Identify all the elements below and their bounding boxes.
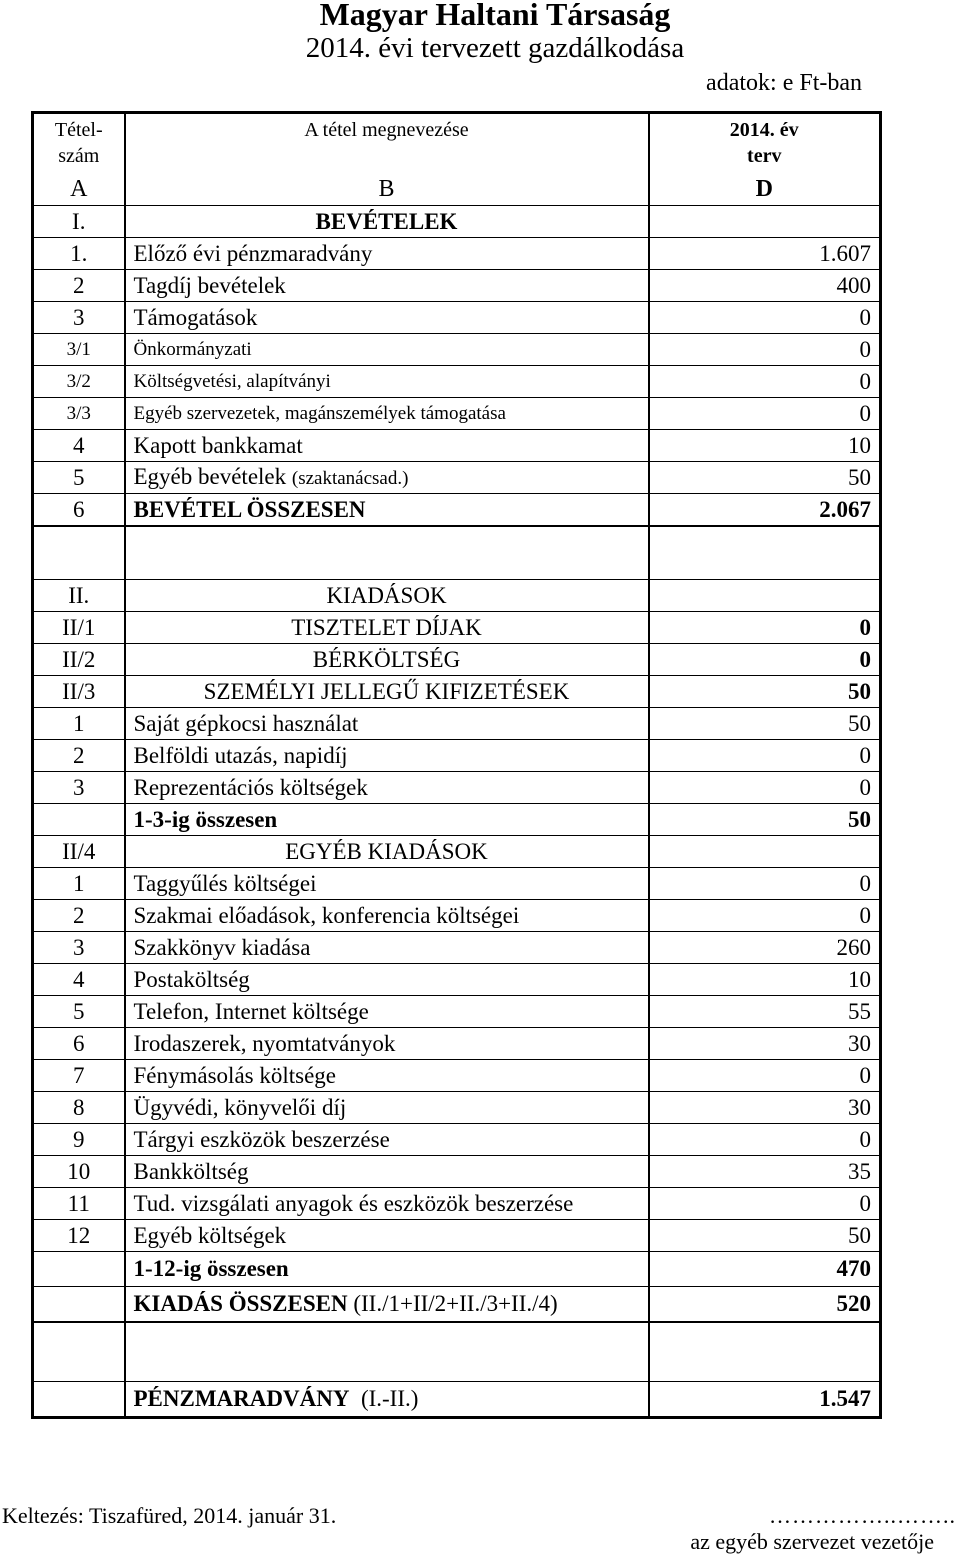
row-code: 12 (33, 1220, 125, 1252)
row-value: 30 (649, 1028, 881, 1060)
table-row (33, 708, 881, 740)
row-value: 0 (649, 334, 881, 366)
expense-heading-value (649, 580, 881, 612)
row-name: Telefon, Internet költsége (125, 996, 649, 1028)
row-code: 3 (33, 772, 125, 804)
col-header-item-number-line1: Tétel- (54, 119, 103, 141)
expense-heading-row (33, 580, 881, 612)
row-name: Tud. vizsgálati anyagok és eszközök beszerzése (125, 1188, 649, 1220)
row-code: 5 (33, 462, 125, 494)
expense-group-row (33, 644, 881, 676)
other-subtotal-row (33, 1252, 881, 1287)
balance-row (33, 1382, 881, 1418)
row-code: 4 (33, 430, 125, 462)
row-code (33, 1287, 125, 1323)
col-letter-a: A (33, 173, 125, 206)
expense-section-code: II. (33, 580, 125, 612)
row-code (33, 804, 125, 836)
row-code: 6 (33, 494, 125, 527)
signature-label: az egyéb szervezet vezetője (690, 1529, 934, 1554)
row-name: Egyéb költségek (125, 1220, 649, 1252)
row-name-text: Egyéb szervezetek, magánszemélyek támogatása (133, 402, 506, 424)
row-value: 0 (649, 772, 881, 804)
row-value: 1.547 (649, 1382, 881, 1418)
row-name: Szakkönyv kiadása (125, 932, 649, 964)
row-name: Szakmai előadások, konferencia költségei (125, 900, 649, 932)
row-code: 5 (33, 996, 125, 1028)
col-letter-d: D (649, 173, 881, 206)
spacer-cell (649, 526, 881, 580)
income-heading-row (33, 206, 881, 238)
spacer-cell (33, 1322, 125, 1382)
table-row (33, 900, 881, 932)
row-name: Irodaszerek, nyomtatványok (125, 1028, 649, 1060)
table-row (33, 1060, 881, 1092)
row-value: 1.607 (649, 238, 881, 270)
table-row (33, 932, 881, 964)
place-date: Keltezés: Tiszafüred, 2014. január 31. (2, 1503, 337, 1528)
income-total-row (33, 494, 881, 527)
row-name (125, 366, 649, 398)
row-name (125, 270, 649, 302)
row-value: 400 (649, 270, 881, 302)
row-code: 3/2 (33, 366, 125, 398)
row-name-text: Tagdíj bevételek (133, 272, 286, 298)
row-value: 0 (649, 1188, 881, 1220)
col-header-plan-line2: terv (747, 145, 782, 167)
group-value: 0 (649, 612, 881, 644)
unit-note: adatok: e Ft-ban (706, 70, 862, 96)
expense-total-row (33, 1287, 881, 1323)
row-name (125, 1382, 649, 1418)
row-name-text: Önkormányzati (133, 338, 252, 360)
income-section-code: I. (33, 206, 125, 238)
table-row (33, 302, 881, 334)
row-name (125, 462, 649, 494)
row-name: Tárgyi eszközök beszerzése (125, 1124, 649, 1156)
row-code: 3/3 (33, 398, 125, 430)
expense-total-label: KIADÁS ÖSSZESEN (133, 1291, 348, 1316)
group-value (649, 836, 881, 868)
income-heading-value (649, 206, 881, 238)
table-row (33, 868, 881, 900)
col-header-item-number-line2: szám (58, 145, 100, 167)
table-header-row (33, 113, 881, 174)
row-name (125, 334, 649, 366)
row-name (125, 302, 649, 334)
table-row (33, 964, 881, 996)
expense-group-row (33, 676, 881, 708)
row-value: 2.067 (649, 494, 881, 527)
row-value: 0 (649, 398, 881, 430)
row-value: 50 (649, 1220, 881, 1252)
document-title: Magyar Haltani Társaság (319, 0, 671, 32)
group-name: BÉRKÖLTSÉG (125, 644, 649, 676)
row-value: 50 (649, 708, 881, 740)
table-row (33, 740, 881, 772)
row-name: 1-12-ig összesen (125, 1252, 649, 1287)
income-section-heading: BEVÉTELEK (125, 206, 649, 238)
row-name-suffix: (szaktanácsad.) (291, 467, 409, 489)
col-header-item-number (33, 113, 125, 174)
group-code: II/3 (33, 676, 125, 708)
group-code: II/2 (33, 644, 125, 676)
row-name-text: Egyéb bevételek (133, 463, 287, 489)
personal-subtotal-row (33, 804, 881, 836)
row-value: 0 (649, 900, 881, 932)
row-value: 0 (649, 1060, 881, 1092)
table-row (33, 1028, 881, 1060)
row-name: Reprezentációs költségek (125, 772, 649, 804)
group-code: II/1 (33, 612, 125, 644)
row-value: 520 (649, 1287, 881, 1323)
col-letter-b: B (125, 173, 649, 206)
row-value: 35 (649, 1156, 881, 1188)
table-row (33, 1156, 881, 1188)
spacer-row (33, 526, 881, 580)
spacer-cell (33, 526, 125, 580)
row-value: 0 (649, 740, 881, 772)
row-name-text: Kapott bankkamat (133, 432, 303, 458)
row-value: 470 (649, 1252, 881, 1287)
row-name: Postaköltség (125, 964, 649, 996)
budget-table (31, 111, 882, 1419)
row-name-text: BEVÉTEL ÖSSZESEN (133, 496, 366, 522)
row-code: 2 (33, 270, 125, 302)
row-code (33, 1382, 125, 1418)
group-value: 0 (649, 644, 881, 676)
balance-label: PÉNZMARADVÁNY (133, 1386, 350, 1411)
row-code: 10 (33, 1156, 125, 1188)
row-value: 260 (649, 932, 881, 964)
row-code: 4 (33, 964, 125, 996)
table-row (33, 1188, 881, 1220)
row-name: Taggyűlés költségei (125, 868, 649, 900)
table-row (33, 238, 881, 270)
row-code: 3 (33, 932, 125, 964)
column-letters-row (33, 173, 881, 206)
row-code: 2 (33, 900, 125, 932)
row-name: Saját gépkocsi használat (125, 708, 649, 740)
table-row (33, 1092, 881, 1124)
row-code: 1. (33, 238, 125, 270)
other-group-row (33, 836, 881, 868)
row-name (125, 494, 649, 527)
budget-table-body (33, 113, 881, 1418)
table-row (33, 366, 881, 398)
row-name-text: Költségvetési, alapítványi (133, 370, 331, 392)
table-row (33, 430, 881, 462)
row-name-text: Támogatások (133, 304, 258, 330)
table-row (33, 462, 881, 494)
table-row (33, 270, 881, 302)
row-code (33, 1252, 125, 1287)
row-code: 3/1 (33, 334, 125, 366)
table-row (33, 398, 881, 430)
col-header-plan-line1: 2014. év (729, 119, 799, 141)
table-row (33, 334, 881, 366)
spacer-cell (125, 526, 649, 580)
col-header-plan (649, 113, 881, 174)
row-name (125, 430, 649, 462)
signature-line: ……………..…….. (769, 1503, 956, 1528)
row-value: 0 (649, 366, 881, 398)
table-row (33, 772, 881, 804)
row-name (125, 238, 649, 270)
row-name: Fénymásolás költsége (125, 1060, 649, 1092)
table-row (33, 1220, 881, 1252)
row-value: 50 (649, 462, 881, 494)
row-name (125, 1287, 649, 1323)
expense-group-row (33, 612, 881, 644)
row-value: 10 (649, 430, 881, 462)
row-code: 3 (33, 302, 125, 334)
row-code: 2 (33, 740, 125, 772)
balance-formula: (I.-II.) (360, 1386, 419, 1411)
group-name: TISZTELET DÍJAK (125, 612, 649, 644)
row-name: Ügyvédi, könyvelői díj (125, 1092, 649, 1124)
spacer-cell (125, 1322, 649, 1382)
row-value: 55 (649, 996, 881, 1028)
expense-total-formula: (II./1+II/2+II./3+II./4) (347, 1291, 558, 1316)
table-row (33, 996, 881, 1028)
row-value: 10 (649, 964, 881, 996)
row-code: 8 (33, 1092, 125, 1124)
group-name: EGYÉB KIADÁSOK (125, 836, 649, 868)
row-value: 0 (649, 1124, 881, 1156)
row-code: 9 (33, 1124, 125, 1156)
row-code: 7 (33, 1060, 125, 1092)
row-name: Belföldi utazás, napidíj (125, 740, 649, 772)
spacer-row (33, 1322, 881, 1382)
col-header-item-name: A tétel megnevezése (125, 113, 649, 174)
group-name: SZEMÉLYI JELLEGŰ KIFIZETÉSEK (125, 676, 649, 708)
spacer-cell (649, 1322, 881, 1382)
row-value: 30 (649, 1092, 881, 1124)
row-name: 1-3-ig összesen (125, 804, 649, 836)
row-code: 1 (33, 708, 125, 740)
row-code: 6 (33, 1028, 125, 1060)
group-code: II/4 (33, 836, 125, 868)
group-value: 50 (649, 676, 881, 708)
document-subtitle: 2014. évi tervezett gazdálkodása (305, 32, 685, 64)
row-name-text: Előző évi pénzmaradvány (133, 240, 373, 266)
row-value: 50 (649, 804, 881, 836)
expense-section-heading: KIADÁSOK (125, 580, 649, 612)
row-value: 0 (649, 868, 881, 900)
row-code: 11 (33, 1188, 125, 1220)
row-name: Bankköltség (125, 1156, 649, 1188)
row-name (125, 398, 649, 430)
table-row (33, 1124, 881, 1156)
row-value: 0 (649, 302, 881, 334)
row-code: 1 (33, 868, 125, 900)
